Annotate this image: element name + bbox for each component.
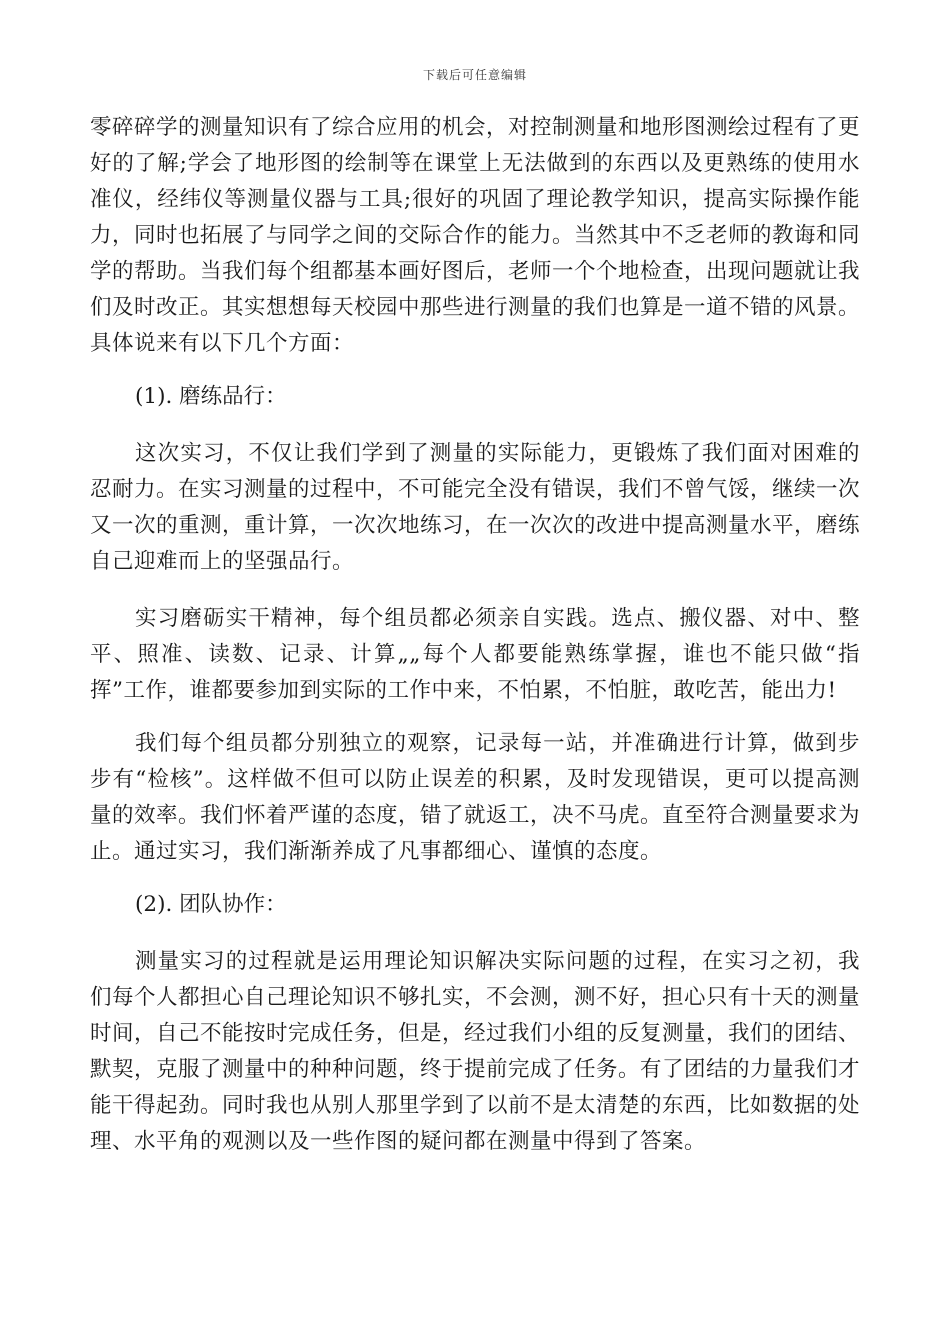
section-1-heading: (1). 磨练品行： bbox=[135, 384, 287, 409]
section-1-paragraph-1: 这次实习，不仅让我们学到了测量的实际能力，更锻炼了我们面对困难的忍耐力。在实习测量的过程中，不可能完全没有错误，我们不曾气馁，继续一次又一次的重测，重计算，一次次地练习，在一次次的改进中提高测量水平，磨练自己迎难而上的坚强品行。 bbox=[90, 441, 861, 574]
section-2-heading: (2). 团队协作： bbox=[135, 892, 287, 917]
page-header-note: 下载后可任意编辑 bbox=[422, 68, 527, 82]
section-2-paragraph-1: 测量实习的过程就是运用理论知识解决实际问题的过程，在实习之初，我们每个人都担心自己理论知识不够扎实，不会测，测不好，担心只有十天的测量时间，自己不能按时完成任务，但是，经过我们小组的反复测量，我们的团结、默契，克服了测量中的种种问题，终于提前完成了任务。有了团结的力量我们才能干得起劲。同时我也从别人那里学到了以前不是太清楚的东西，比如数据的处理、水平角的观测以及一些作图的疑问都在测量中得到了答案。 bbox=[90, 949, 861, 1154]
section-1-paragraph-3: 我们每个组员都分别独立的观察，记录每一站，并准确进行计算，做到步步有“检核”。这样做不但可以防止误差的积累，及时发现错误，更可以提高测量的效率。我们怀着严谨的态度，错了就返工，决不马虎。直至符合测量要求为止。通过实习，我们渐渐养成了凡事都细心、谨慎的态度。 bbox=[90, 731, 861, 864]
document-body bbox=[90, 110, 860, 1160]
intro-paragraph: 零碎碎学的测量知识有了综合应用的机会，对控制测量和地形图测绘过程有了更好的了解;学会了地形图的绘制等在课堂上无法做到的东西以及更熟练的使用水准仪，经纬仪等测量仪器与工具;很好的巩固了理论教学知识，提高实际操作能力，同时也拓展了与同学之间的交际合作的能力。当然其中不乏老师的教诲和同学的帮助。当我们每个组都基本画好图后，老师一个个地检查，出现问题就让我们及时改正。其实想想每天校园中那些进行测量的我们也算是一道不错的风景。具体说来有以下几个方面： bbox=[90, 115, 861, 356]
section-1-paragraph-2: 实习磨砺实干精神，每个组员都必须亲自实践。选点、搬仪器、对中、整平、照准、读数、记录、计算„„每个人都要能熟练掌握，谁也不能只做“指挥”工作，谁都要参加到实际的工作中来，不怕累，不怕脏，敢吃苦，能出力! bbox=[90, 606, 860, 703]
